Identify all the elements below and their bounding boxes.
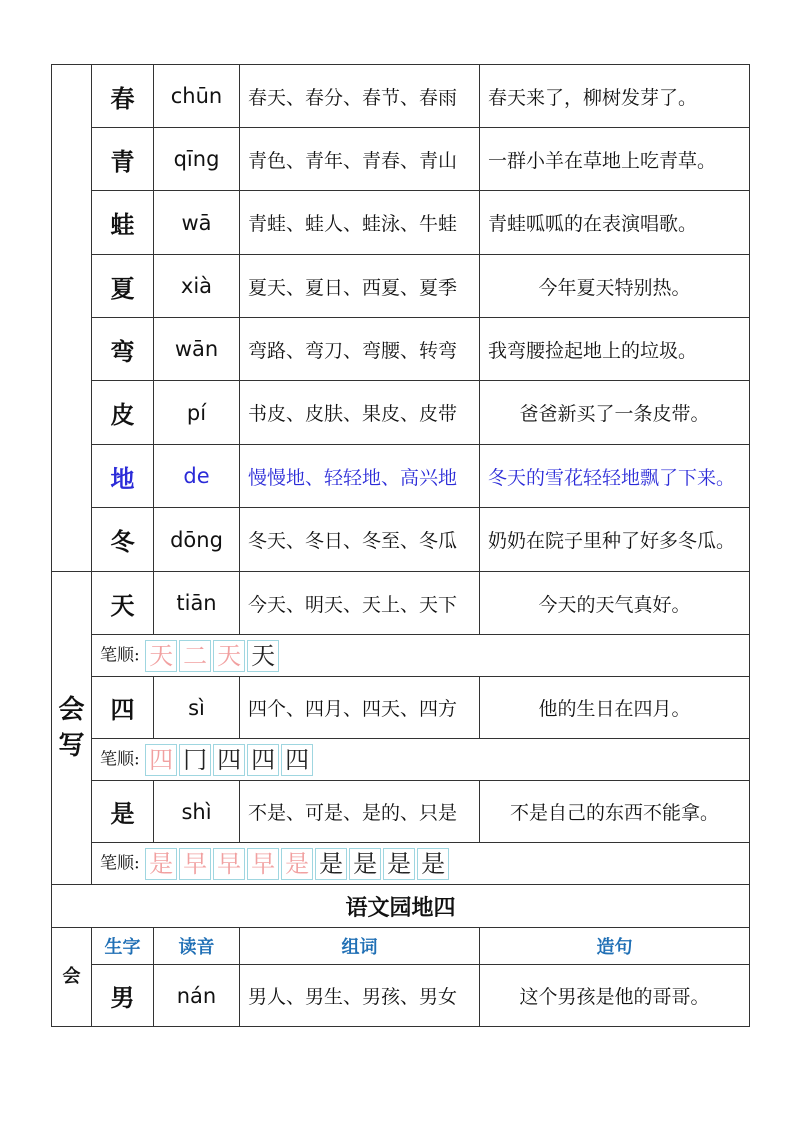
pinyin: wā bbox=[154, 191, 240, 255]
section-cell-bottom: 会 bbox=[52, 928, 92, 1027]
sentence: 他的生日在四月。 bbox=[480, 677, 750, 739]
sentence: 这个男孩是他的哥哥。 bbox=[480, 965, 750, 1027]
words: 慢慢地、轻轻地、高兴地 bbox=[240, 445, 480, 508]
stroke-tile: 早 bbox=[213, 848, 245, 880]
stroke-tile: 四 bbox=[281, 744, 313, 776]
pinyin: dōng bbox=[154, 508, 240, 572]
sentence: 今天的天气真好。 bbox=[480, 572, 750, 635]
pinyin: de bbox=[154, 445, 240, 508]
char: 皮 bbox=[92, 381, 154, 445]
stroke-tile: 天 bbox=[145, 640, 177, 672]
section-cell-recognize bbox=[52, 65, 92, 572]
table-row bbox=[52, 572, 750, 635]
words: 弯路、弯刀、弯腰、转弯 bbox=[240, 318, 480, 381]
char: 春 bbox=[92, 65, 154, 128]
table-row bbox=[52, 255, 750, 318]
table-row bbox=[52, 65, 750, 128]
sentence: 奶奶在院子里种了好多冬瓜。 bbox=[480, 508, 750, 572]
pinyin: sì bbox=[154, 677, 240, 739]
words: 今天、明天、天上、天下 bbox=[240, 572, 480, 635]
table-row bbox=[52, 508, 750, 572]
header-shengzi: 生字 bbox=[92, 928, 154, 965]
stroke-tile: 是 bbox=[281, 848, 313, 880]
header-zuci: 组词 bbox=[240, 928, 480, 965]
stroke-order-label: 笔顺: bbox=[100, 853, 140, 873]
stroke-tile: 四 bbox=[145, 744, 177, 776]
stroke-tile: 天 bbox=[247, 640, 279, 672]
char: 是 bbox=[92, 781, 154, 843]
table-row bbox=[52, 318, 750, 381]
words: 春天、春分、春节、春雨 bbox=[240, 65, 480, 128]
table-row bbox=[52, 677, 750, 739]
stroke-tile: 冂 bbox=[179, 744, 211, 776]
pinyin: shì bbox=[154, 781, 240, 843]
words: 不是、可是、是的、只是 bbox=[240, 781, 480, 843]
stroke-order-label: 笔顺: bbox=[100, 645, 140, 665]
char: 蛙 bbox=[92, 191, 154, 255]
pinyin: pí bbox=[154, 381, 240, 445]
stroke-order-cell bbox=[92, 843, 750, 885]
stroke-tile: 早 bbox=[179, 848, 211, 880]
char: 地 bbox=[92, 445, 154, 508]
section-title-row bbox=[52, 885, 750, 928]
char: 男 bbox=[92, 965, 154, 1027]
table-row bbox=[52, 381, 750, 445]
header-row bbox=[52, 928, 750, 965]
stroke-tile: 是 bbox=[145, 848, 177, 880]
section-title: 语文园地四 bbox=[52, 885, 750, 928]
words: 青蛙、蛙人、蛙泳、牛蛙 bbox=[240, 191, 480, 255]
sentence: 今年夏天特别热。 bbox=[480, 255, 750, 318]
words: 青色、青年、青春、青山 bbox=[240, 128, 480, 191]
table-row bbox=[52, 128, 750, 191]
stroke-tile: 是 bbox=[315, 848, 347, 880]
stroke-order-row bbox=[52, 739, 750, 781]
stroke-tile: 是 bbox=[383, 848, 415, 880]
char: 四 bbox=[92, 677, 154, 739]
sentence: 冬天的雪花轻轻地飘了下来。 bbox=[480, 445, 750, 508]
stroke-order-label: 笔顺: bbox=[100, 749, 140, 769]
sentence: 青蛙呱呱的在表演唱歌。 bbox=[480, 191, 750, 255]
char: 青 bbox=[92, 128, 154, 191]
pinyin: xià bbox=[154, 255, 240, 318]
words: 男人、男生、男孩、男女 bbox=[240, 965, 480, 1027]
char: 天 bbox=[92, 572, 154, 635]
pinyin: chūn bbox=[154, 65, 240, 128]
sentence: 春天来了，柳树发芽了。 bbox=[480, 65, 750, 128]
stroke-tile: 是 bbox=[349, 848, 381, 880]
stroke-order-row bbox=[52, 843, 750, 885]
worksheet bbox=[51, 64, 749, 1027]
table-row bbox=[52, 781, 750, 843]
table-row bbox=[52, 445, 750, 508]
stroke-tile: 天 bbox=[213, 640, 245, 672]
section-cell-write: 会写 bbox=[52, 572, 92, 885]
stroke-tile: 早 bbox=[247, 848, 279, 880]
table-row bbox=[52, 965, 750, 1027]
stroke-order-cell bbox=[92, 739, 750, 781]
sentence: 一群小羊在草地上吃青草。 bbox=[480, 128, 750, 191]
words: 夏天、夏日、西夏、夏季 bbox=[240, 255, 480, 318]
words: 书皮、皮肤、果皮、皮带 bbox=[240, 381, 480, 445]
pinyin: qīng bbox=[154, 128, 240, 191]
sentence: 爸爸新买了一条皮带。 bbox=[480, 381, 750, 445]
table-row bbox=[52, 191, 750, 255]
sentence: 不是自己的东西不能拿。 bbox=[480, 781, 750, 843]
words: 冬天、冬日、冬至、冬瓜 bbox=[240, 508, 480, 572]
stroke-tile: 四 bbox=[213, 744, 245, 776]
stroke-tile: 二 bbox=[179, 640, 211, 672]
char: 弯 bbox=[92, 318, 154, 381]
pinyin: nán bbox=[154, 965, 240, 1027]
pinyin: tiān bbox=[154, 572, 240, 635]
vocab-table bbox=[51, 64, 750, 1027]
pinyin: wān bbox=[154, 318, 240, 381]
header-zaoju: 造句 bbox=[480, 928, 750, 965]
stroke-tile: 是 bbox=[417, 848, 449, 880]
char: 夏 bbox=[92, 255, 154, 318]
stroke-order-row bbox=[52, 635, 750, 677]
header-duyin: 读音 bbox=[154, 928, 240, 965]
sentence: 我弯腰捡起地上的垃圾。 bbox=[480, 318, 750, 381]
words: 四个、四月、四天、四方 bbox=[240, 677, 480, 739]
stroke-order-cell bbox=[92, 635, 750, 677]
char: 冬 bbox=[92, 508, 154, 572]
stroke-tile: 四 bbox=[247, 744, 279, 776]
